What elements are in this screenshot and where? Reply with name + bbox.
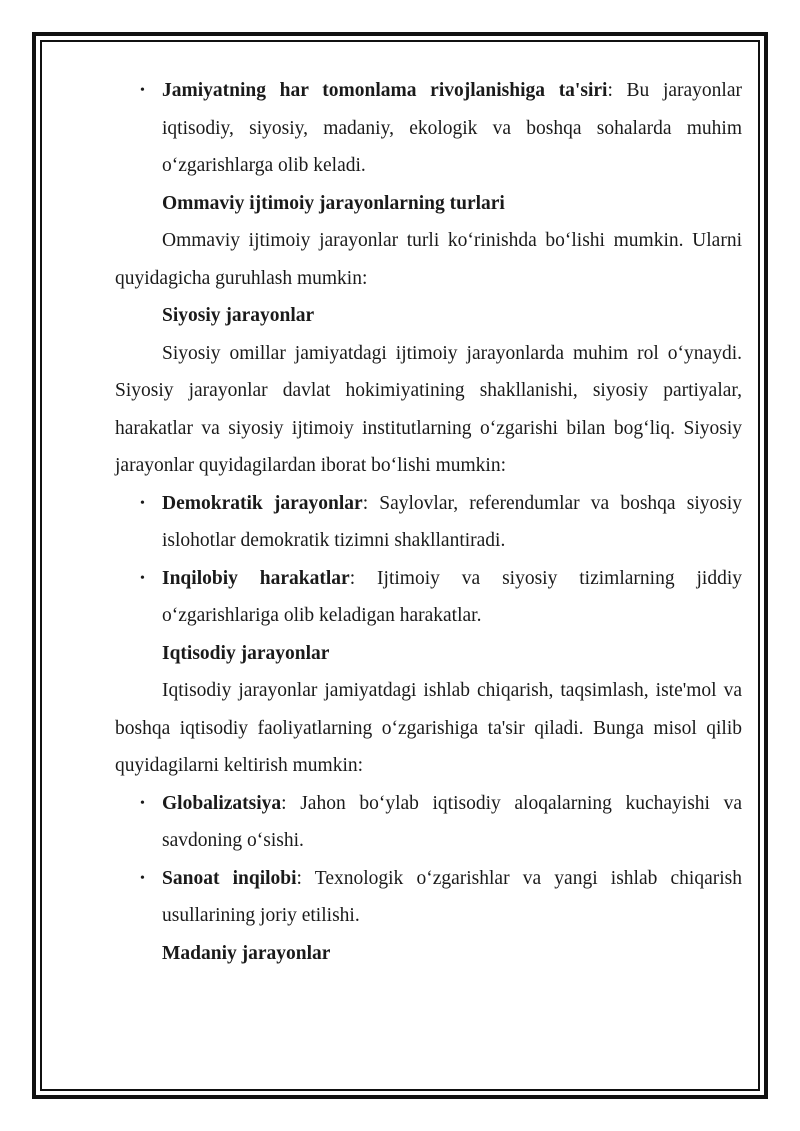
section-heading: Siyosiy jarayonlar xyxy=(162,305,315,326)
bullet-term: Sanoat inqilobi xyxy=(162,867,297,889)
section-heading: Ommaviy ijtimoiy jarayonlarning turlari xyxy=(162,192,505,214)
bullet-text: : Jahon boʻylab iqtisodiy aloqalarning kuchayishi va savdoning oʻsishi. xyxy=(162,792,742,851)
paragraph: Iqtisodiy jarayonlar jamiyatdagi ishlab chiqarish, taqsimlash, iste'mol va boshqa iqtisodiy faoliyatlarning oʻzgarishiga ta'sir qiladi. Bunga misol qilib quyidagilarni keltirish mumkin: xyxy=(115,680,742,776)
paragraph: Siyosiy omillar jamiyatdagi ijtimoiy jarayonlarda muhim rol oʻynaydi. Siyosiy jarayonlar davlat hokimiyatining shakllanishi, siyosiy partiyalar, harakatlar va siyosiy ijtimoiy institutlarning oʻzgarishi bilan bogʻliq. Siyosiy jarayonlar quyidagilardan iborat boʻlishi mumkin: xyxy=(115,342,742,476)
bullet-text: : Ijtimoiy va siyosiy tizimlarning jiddiy oʻzgarishlariga olib keladigan harakatlar. xyxy=(162,567,742,626)
bullet-item xyxy=(115,560,742,635)
section-heading: Iqtisodiy jarayonlar xyxy=(162,642,330,664)
section-heading: Madaniy jarayonlar xyxy=(162,942,331,964)
bullet-term: Inqilobiy harakatlar xyxy=(162,567,350,589)
document-body xyxy=(115,72,742,972)
bullet-term: Demokratik jarayonlar xyxy=(162,492,363,514)
bullet-icon: • xyxy=(140,795,145,811)
bullet-icon: • xyxy=(140,495,145,511)
bullet-item xyxy=(115,485,742,560)
bullet-item xyxy=(115,785,742,860)
bullet-item xyxy=(115,72,742,185)
bullet-item xyxy=(115,860,742,935)
bullet-text: : Bu jarayonlar iqtisodiy, siyosiy, madaniy, ekologik va boshqa sohalarda muhim oʻzgarishlarga olib keladi. xyxy=(162,80,742,176)
bullet-text: : Texnologik oʻzgarishlar va yangi ishlab chiqarish usullarining joriy etilishi. xyxy=(162,867,742,926)
paragraph: Ommaviy ijtimoiy jarayonlar turli koʻrinishda boʻlishi mumkin. Ularni quyidagicha guruhlash mumkin: xyxy=(115,230,742,289)
bullet-term: Globalizatsiya xyxy=(162,792,282,814)
bullet-icon: • xyxy=(140,870,145,886)
bullet-icon: • xyxy=(140,570,145,586)
bullet-icon: • xyxy=(140,83,145,98)
bullet-term: Jamiyatning har tomonlama rivojlanishiga ta'siri xyxy=(162,80,608,101)
bullet-text: : Saylovlar, referendumlar va boshqa siyosiy islohotlar demokratik tizimni shakllantiradi. xyxy=(162,492,742,551)
